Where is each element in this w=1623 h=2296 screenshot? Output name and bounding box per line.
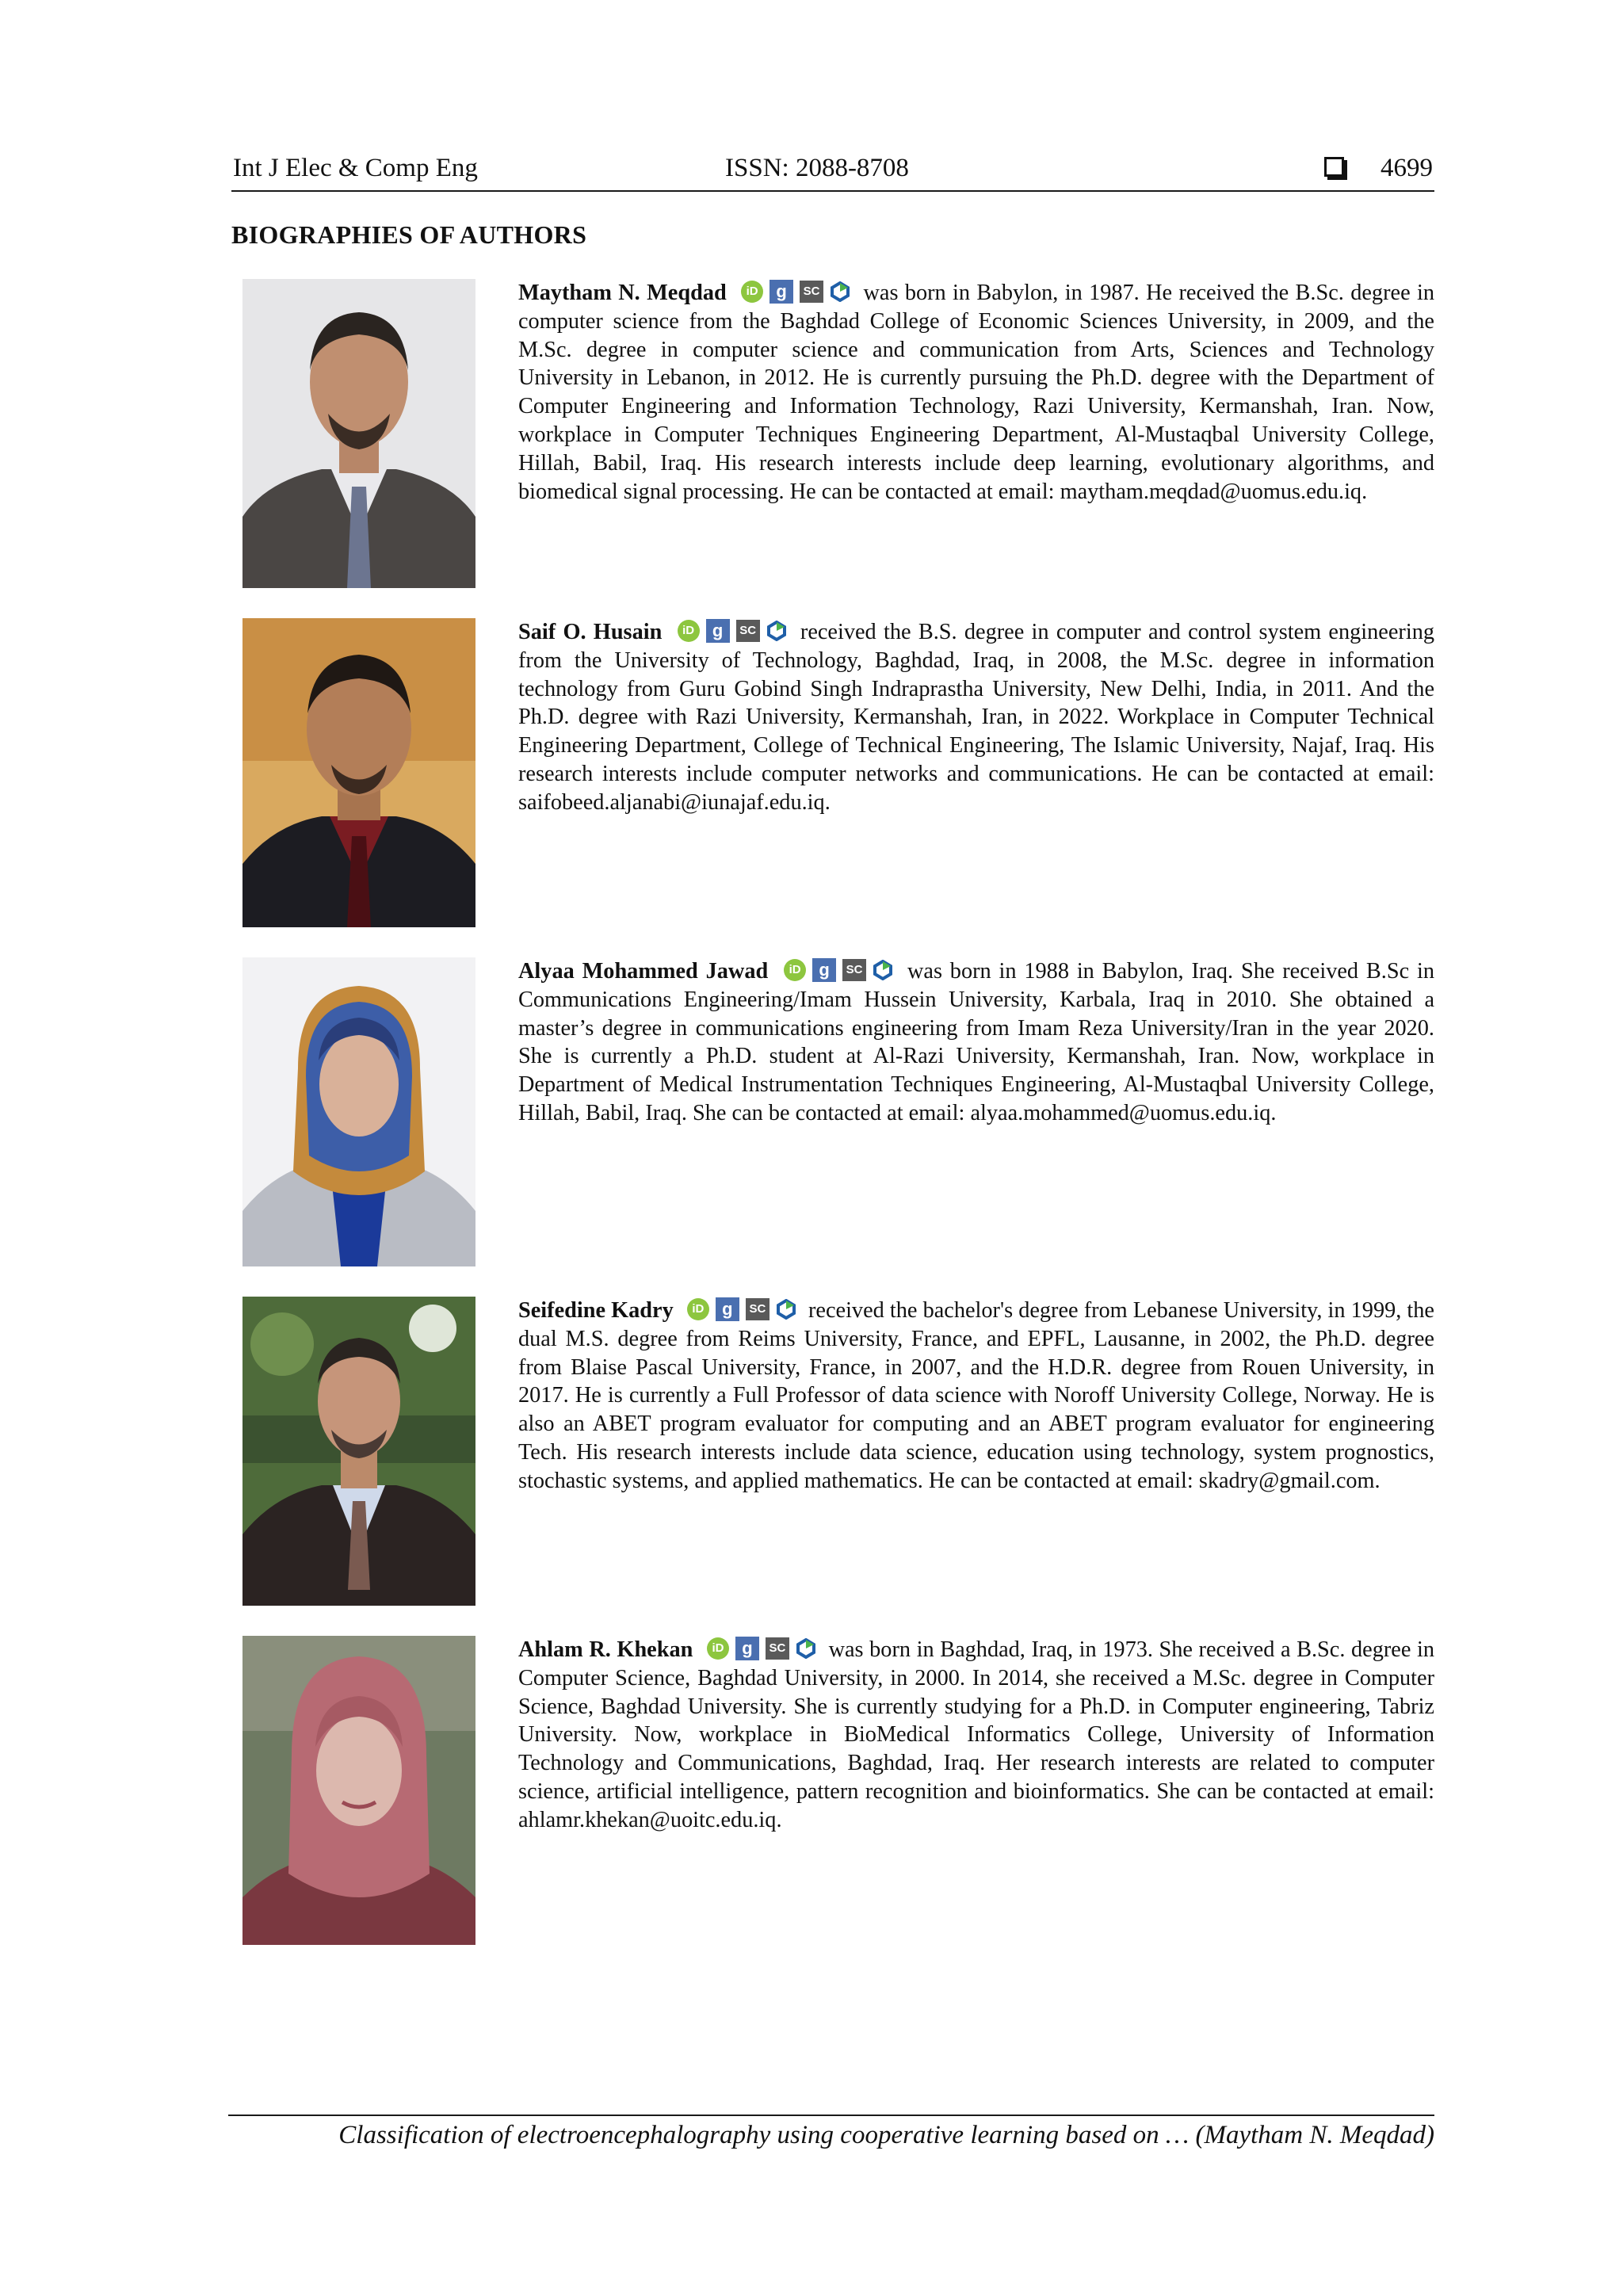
author-bio (242, 957, 1434, 1268)
author-bio-body: received the bachelor's degree from Lebanese University, in 1999, the dual M.S. degree from Reims University, France, and EPFL, Lausanne, in 2002, the Ph.D. degree from Blaise Pascal University, France, in 2007, and the H.D.R. degree from Rouen University, in 2017. He is currently a Full Professor of data science with Noroff University College, Norway. He is also an ABET program evaluator for computing and an ABET program evaluator for engineering Tech. His research interests include data science, education using technology, system prognostics, stochastic systems, and applied mathematics. He can be contacted at email: skadry@gmail.com. (518, 1298, 1434, 1493)
journal-name: Int J Elec & Comp Eng (233, 154, 478, 182)
author-profile-icons (784, 958, 893, 982)
author-profile-icons (678, 619, 787, 643)
publons-icon[interactable] (873, 960, 893, 980)
orcid-icon[interactable]: iD (784, 959, 806, 981)
author-profile-icons (707, 1637, 816, 1660)
author-photo (242, 618, 475, 927)
author-name: Maytham N. Meqdad (518, 281, 727, 305)
publons-icon[interactable] (766, 621, 787, 641)
scopus-icon[interactable]: SC (842, 959, 866, 981)
google-scholar-icon[interactable]: g (716, 1297, 739, 1321)
author-photo (242, 279, 475, 588)
orcid-icon[interactable]: iD (741, 281, 763, 303)
author-bio-body: was born in Baghdad, Iraq, in 1973. She received a B.Sc. degree in Computer Science, Baghdad University, in 2000. In 2014, she received a M.Sc. degree in Computer Science, Baghdad University. She is currently studying for a Ph.D. in Computer engineering, Tabriz University. Now, workplace in BioMedical Informatics College, University of Information Technology and Communications, Baghdad, Iraq. Her research interests are related to computer science, artificial intelligence, pattern recognition and bioinformatics. She can be contacted at email: ahlamr.khekan@uoitc.edu.iq. (518, 1637, 1435, 1832)
author-name: Ahlam R. Khekan (518, 1637, 693, 1662)
author-bio-body: received the B.S. degree in computer and control system engineering from the University of Technology, Baghdad, Iraq, in 2008, the M.Sc. degree in information technology from Guru Gobind Singh Indraprastha University, New Delhi, India, in 2011. And the Ph.D. degree with Razi University, Kermanshah, Iran, in 2022. Workplace in Computer Technical Engineering Department, College of Technical Engineering, The Islamic University, Najaf, Iraq. His research interests include computer networks and communications. He can be contacted at email: saifobeed.aljanabi@iunajaf.edu.iq. (518, 620, 1434, 815)
page-reference (1324, 154, 1433, 183)
google-scholar-icon[interactable]: g (812, 958, 836, 982)
author-bio (242, 279, 1434, 590)
running-header (231, 152, 1434, 192)
author-bio-text (518, 618, 1434, 817)
author-photo (242, 957, 475, 1266)
google-scholar-icon[interactable]: g (706, 619, 730, 643)
google-scholar-icon[interactable]: g (769, 280, 793, 304)
box-icon (1324, 157, 1344, 177)
author-bio-text (518, 957, 1434, 1128)
scopus-icon[interactable]: SC (736, 620, 760, 642)
running-footer (228, 2115, 1434, 2150)
author-photo (242, 1297, 475, 1606)
author-photo (242, 1636, 475, 1945)
author-name: Seifedine Kadry (518, 1298, 674, 1323)
page-number: 4699 (1381, 154, 1433, 182)
section-title: BIOGRAPHIES OF AUTHORS (231, 220, 587, 249)
orcid-icon[interactable]: iD (707, 1637, 729, 1660)
author-bio (242, 1297, 1434, 1607)
scopus-icon[interactable]: SC (746, 1298, 769, 1320)
author-bio-body: was born in 1988 in Babylon, Iraq. She received B.Sc in Communications Engineering/Imam Hussein University, Karbala, Iraq in 2010. She obtained a master’s degree in communications engineering from Imam Reza University/Iran in the year 2020. She is currently a Ph.D. student at Al-Razi University, Kermanshah, Iran. Now, workplace in Department of Medical Instrumentation Techniques Engineering, Al-Mustaqbal University College, Hillah, Babil, Iraq. She can be contacted at email: alyaa.mohammed@uomus.edu.iq. (518, 959, 1435, 1125)
google-scholar-icon[interactable]: g (735, 1637, 759, 1660)
publons-icon[interactable] (776, 1299, 796, 1320)
orcid-icon[interactable]: iD (687, 1298, 709, 1320)
publons-icon[interactable] (796, 1638, 816, 1659)
issn: ISSN: 2088-8708 (725, 154, 909, 182)
author-bio-text (518, 1297, 1434, 1496)
author-profile-icons (741, 280, 850, 304)
footer-text: Classification of electroencephalography using cooperative learning based on … (Maytham N. Meqdad) (338, 2121, 1434, 2149)
author-name: Saif O. Husain (518, 620, 663, 644)
scopus-icon[interactable]: SC (800, 281, 823, 303)
author-bio (242, 1636, 1434, 1946)
author-profile-icons (687, 1297, 796, 1321)
author-bio-body: was born in Babylon, in 1987. He received the B.Sc. degree in computer science from the Baghdad College of Economic Sciences University, in 2009, and the M.Sc. degree in computer science and communication from Arts, Sciences and Technology University in Lebanon, in 2012. He is currently pursuing the Ph.D. degree with the Department of Computer Engineering and Information Technology, Razi University, Kermanshah, Iran. Now, workplace in Computer Techniques Engineering Department, Al-Mustaqbal University College, Hillah, Babil, Iraq. His research interests include deep learning, evolutionary algorithms, and biomedical signal processing. He can be contacted at email: maytham.meqdad@uomus.edu.iq. (518, 281, 1434, 504)
author-bio-text (518, 1636, 1434, 1835)
author-bio (242, 618, 1434, 929)
orcid-icon[interactable]: iD (678, 620, 700, 642)
author-bio-text (518, 279, 1434, 506)
scopus-icon[interactable]: SC (766, 1637, 789, 1660)
publons-icon[interactable] (830, 281, 850, 302)
author-name: Alyaa Mohammed Jawad (518, 959, 769, 984)
